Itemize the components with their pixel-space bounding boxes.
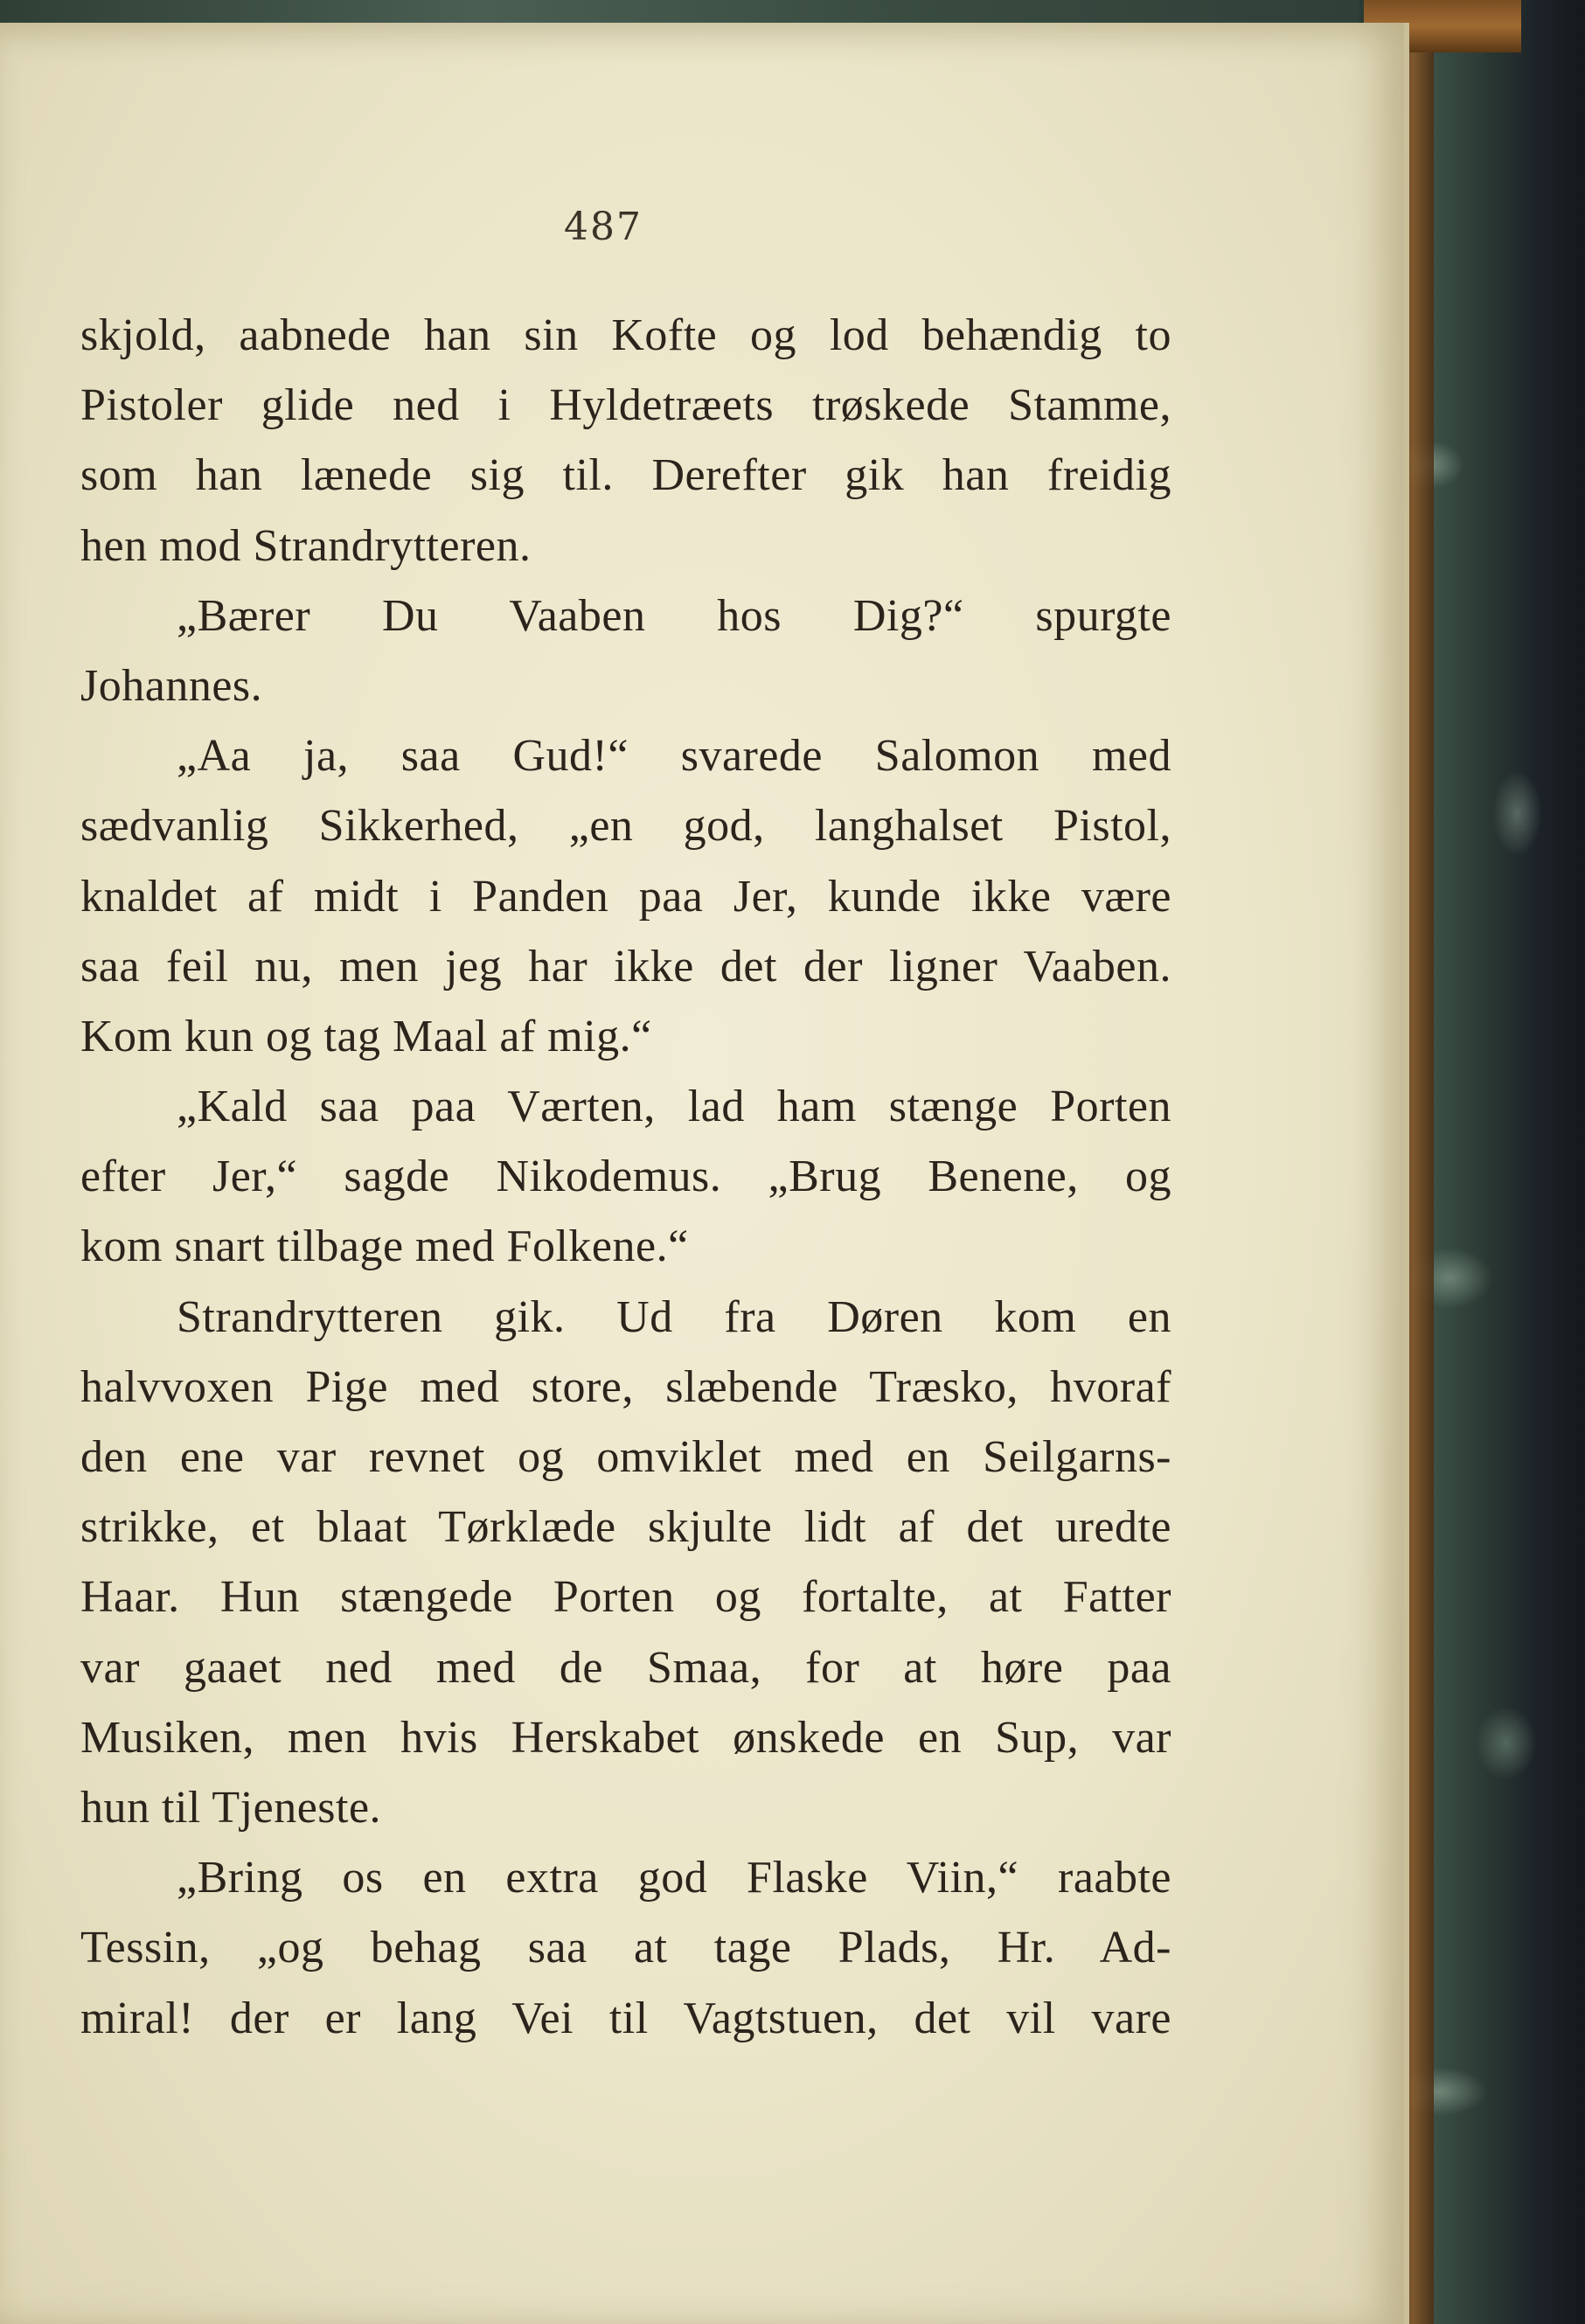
text-line: „Kald saa paa Værten, lad ham stænge Porten	[177, 1082, 1171, 1132]
text-line: Kom kun og tag Maal af mig.“	[80, 1011, 652, 1061]
text-line: var gaaet ned med de Smaa, for at høre paa	[80, 1642, 1171, 1693]
text-line: Haar. Hun stængede Porten og fortalte, at Fatter	[80, 1572, 1171, 1623]
text-line: hun til Tjeneste.	[80, 1782, 382, 1833]
text-line: knaldet af midt i Panden paa Jer, kunde ikke være	[80, 871, 1171, 922]
text-line: den ene var revnet og omviklet med en Seilgarns-	[80, 1432, 1171, 1482]
text-line: Musiken, men hvis Herskabet ønskede en Sup, var	[80, 1712, 1171, 1763]
text-line: miral! der er lang Vei til Vagtstuen, det vil vare	[80, 1993, 1171, 2043]
text-line: Tessin, „og behag saa at tage Plads, Hr. Ad-	[80, 1923, 1171, 1973]
book-page	[0, 23, 1409, 2324]
page-number: 487	[564, 205, 643, 249]
text-line: efter Jer,“ sagde Nikodemus. „Brug Benene, og	[80, 1152, 1171, 1202]
body-text	[80, 301, 1171, 2054]
text-line: saa feil nu, men jeg har ikke det der ligner Vaaben.	[80, 941, 1171, 992]
text-line: kom snart tilbage med Folkene.“	[80, 1221, 689, 1272]
text-line: halvvoxen Pige med store, slæbende Træsko, hvoraf	[80, 1361, 1171, 1412]
text-line: „Bærer Du Vaaben hos Dig?“ spurgte	[177, 590, 1171, 641]
text-line: Strandrytteren gik. Ud fra Døren kom en	[177, 1291, 1171, 1342]
text-line: sædvanlig Sikkerhed, „en god, langhalset Pistol,	[80, 801, 1171, 852]
text-line: Johannes.	[80, 660, 263, 711]
text-line: som han lænede sig til. Derefter gik han freidig	[80, 450, 1171, 501]
text-line: „Bring os en extra god Flaske Viin,“ raabte	[177, 1853, 1171, 1903]
text-line: strikke, et blaat Tørklæde skjulte lidt af det uredte	[80, 1502, 1171, 1553]
text-line: „Aa ja, saa Gud!“ svarede Salomon med	[177, 731, 1171, 782]
text-line: skjold, aabnede han sin Kofte og lod behændig to	[80, 310, 1171, 360]
text-line: hen mod Strandrytteren.	[80, 520, 532, 571]
text-line: Pistoler glide ned i Hyldetræets trøskede Stamme,	[80, 380, 1171, 431]
